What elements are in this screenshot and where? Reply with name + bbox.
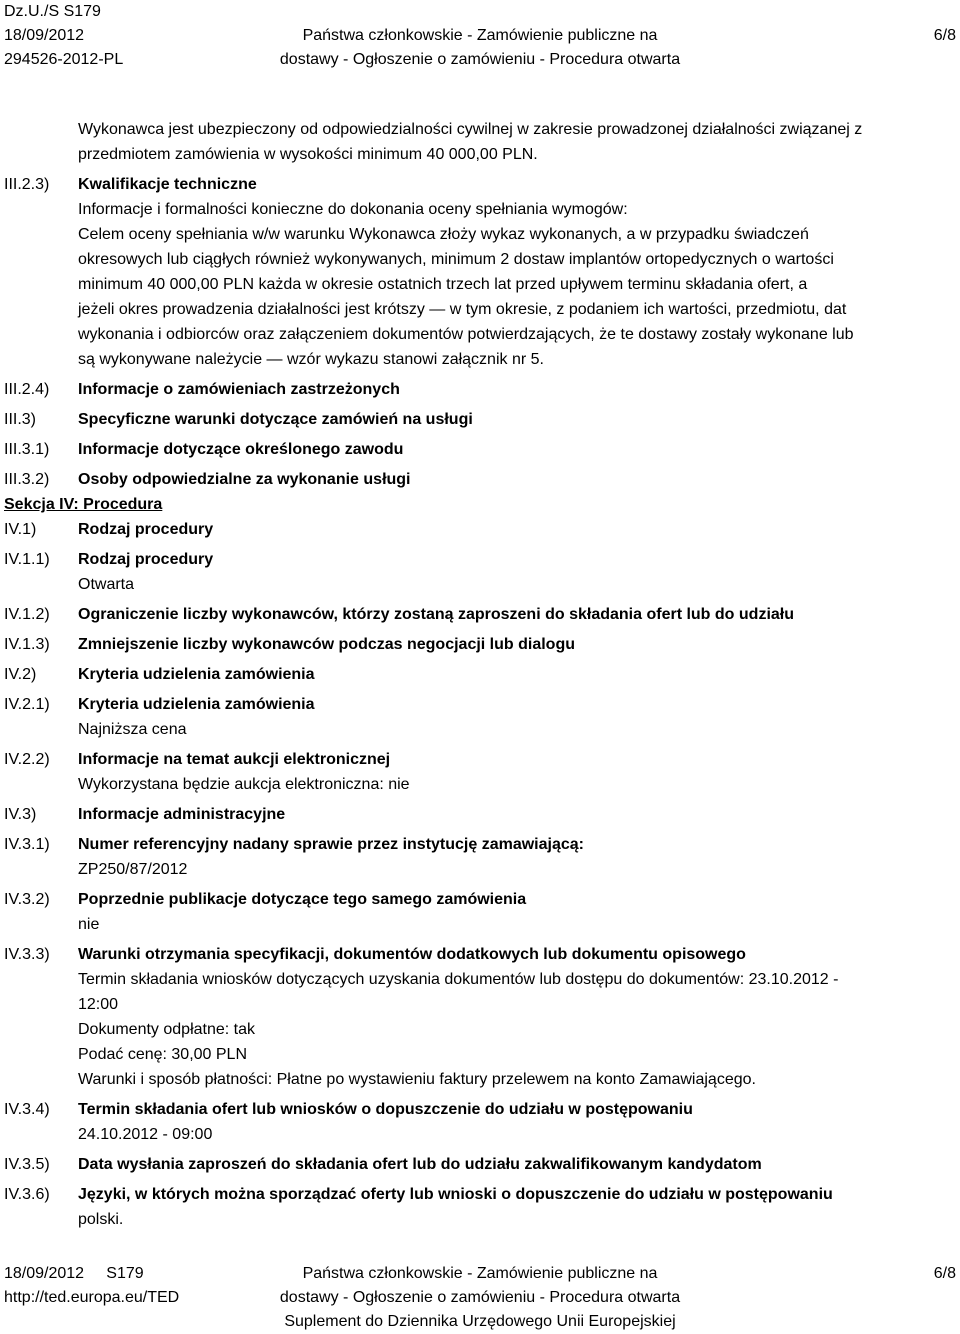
section-heading: Numer referencyjny nadany sprawie przez instytucję zamawiającą: [78,836,584,853]
header-title [0,24,960,72]
page-footer [0,1262,960,1334]
footer-page-number: 6/8 [933,1265,956,1282]
section-value: Wykorzystana będzie aukcja elektroniczna: nie [78,776,410,793]
section-value: Otwarta [78,576,135,593]
section-III-3-2: III.3.2) Osoby odpowiedzialne za wykonanie usługi [0,467,960,492]
page-number: 6/8 [933,27,956,44]
section-value: polski. [78,1211,124,1228]
section-III-2-4: III.2.4) Informacje o zamówieniach zastrzeżonych [0,377,960,402]
section-IV-3-2: IV.3.2) Poprzednie publikacje dotyczące tego samego zamówienia nie [0,887,960,937]
section-heading: Ograniczenie liczby wykonawców, którzy zostaną zaproszeni do składania ofert lub do udziału [78,606,794,623]
section-heading: Poprzednie publikacje dotyczące tego samego zamówienia [78,891,527,908]
section-heading: Informacje dotyczące określonego zawodu [78,441,404,458]
section-heading: Informacje administracyjne [78,806,286,823]
section-IV-title: Sekcja IV: Procedura [4,496,163,513]
section-IV-1-3: IV.1.3) Zmniejszenie liczby wykonawców podczas negocjacji lub dialogu [0,632,960,657]
section-IV-1: IV.1) Rodzaj procedury [0,517,960,542]
document-id: 294526-2012-PL [4,51,124,68]
section-IV-3: IV.3) Informacje administracyjne [0,802,960,827]
section-heading: Specyficzne warunki dotyczące zamówień na usługi [78,411,473,428]
section-heading: Termin składania ofert lub wniosków o dopuszczenie do udziału w postępowaniu [78,1101,693,1118]
section-IV-2: IV.2) Kryteria udzielenia zamówienia [0,662,960,687]
section-heading: Osoby odpowiedzialne za wykonanie usługi [78,471,411,488]
section-IV-2-1: IV.2.1) Kryteria udzielenia zamówienia Najniższa cena [0,692,960,742]
section-IV-3-1: IV.3.1) Numer referencyjny nadany sprawie przez instytucję zamawiającą: ZP250/87/2012 [0,832,960,882]
section-heading: Rodzaj procedury [78,551,214,568]
section-heading: Zmniejszenie liczby wykonawców podczas negocjacji lub dialogu [78,636,575,653]
section-value: nie [78,916,100,933]
section-IV-3-3: IV.3.3) Warunki otrzymania specyfikacji, dokumentów dodatkowych lub dokumentu opisowego Termin składania wniosków dotyczących uzyskania dokumentów lub dostępu do dokumentów: 23.10.2012 - 12:00 Dokumenty odpłatne: tak Podać cenę: 30,00 PLN Warunki i sposób płatności: Płatne po wystawieniu faktury przelewem na konto Zamawiającego. [0,942,960,1092]
header-title-line2: dostawy - Ogłoszenie o zamówieniu - Procedura otwarta [279,51,681,68]
footer-url-link[interactable]: http://ted.europa.eu/TED [4,1289,180,1306]
section-heading: Informacje na temat aukcji elektronicznej [78,751,391,768]
section-heading: Warunki otrzymania specyfikacji, dokumentów dodatkowych lub dokumentu opisowego [78,946,746,963]
section-heading: Kryteria udzielenia zamówienia [78,666,315,683]
section-heading: Data wysłania zaproszeń do składania ofert lub do udziału zakwalifikowanym kandydatom [78,1156,762,1173]
section-heading: Kryteria udzielenia zamówienia [78,696,315,713]
journal-ref: Dz.U./S S179 [4,3,101,20]
header-title-line1: Państwa członkowskie - Zamówienie publiczne na [302,27,658,44]
section-value: ZP250/87/2012 [78,861,188,878]
footer-title: Państwa członkowskie - Zamówienie publiczne na dostawy - Ogłoszenie o zamówieniu - Procedura otwarta Suplement do Dziennika Urzędowego Unii Europejskiej [279,1265,681,1330]
section-heading: Języki, w których można sporządzać oferty lub wnioski o dopuszczenie do udziału w postępowaniu [78,1186,833,1203]
intro-paragraph: Wykonawca jest ubezpieczony od odpowiedzialności cywilnej w zakresie prowadzonej działalności związanej z przedmiotem zamówienia w wysokości minimum 40 000,00 PLN. [78,121,863,163]
section-number: III.2.3) [4,176,50,193]
section-IV-2-2: IV.2.2) Informacje na temat aukcji elektronicznej Wykorzystana będzie aukcja elektroniczna: nie [0,747,960,797]
section-value: 24.10.2012 - 09:00 [78,1126,213,1143]
footer-date-issue: 18/09/2012 S179 [4,1265,144,1282]
section-IV-3-4: IV.3.4) Termin składania ofert lub wniosków o dopuszczenie do udziału w postępowaniu 24.10.2012 - 09:00 [0,1097,960,1147]
section-IV-3-5: IV.3.5) Data wysłania zaproszeń do składania ofert lub do udziału zakwalifikowanym kandydatom [0,1152,960,1177]
section-III-3-1: III.3.1) Informacje dotyczące określonego zawodu [0,437,960,462]
document-body [0,117,960,1237]
section-IV-1-1: IV.1.1) Rodzaj procedury Otwarta [0,547,960,597]
publication-date: 18/09/2012 [4,27,85,44]
section-IV-1-2: IV.1.2) Ograniczenie liczby wykonawców, którzy zostaną zaproszeni do składania ofert lub do udziału [0,602,960,627]
section-value: Najniższa cena [78,721,187,738]
section-heading: Informacje o zamówieniach zastrzeżonych [78,381,400,398]
section-III-2-3: III.2.3) Kwalifikacje techniczne Informacje i formalności konieczne do dokonania oceny spełniania wymogów: Celem oceny spełniania w/w warunku Wykonawca złoży wykaz wykonanych, a w przypadku świadczeń okresowych lub ciągłych również wykonywanych, minimum 2 dostaw implantów ortopedycznych o wartości minimum 40 000,00 PLN każda w okresie ostatnich trzech lat przed upływem terminu składania ofert, a jeżeli okres prowadzenia działalności jest krótszy — w tym okresie, z podaniem ich wartości, przedmiotu, dat wykonania i odbiorców oraz załączeniem dokumentów potwierdzających, że te dostawy zostały wykonane lub są wykonywane należycie — wzór wykazu stanowi załącznik nr 5. [0,172,960,372]
section-III-3: III.3) Specyficzne warunki dotyczące zamówień na usługi [0,407,960,432]
section-IV-3-6: IV.3.6) Języki, w których można sporządzać oferty lub wnioski o dopuszczenie do udziału w postępowaniu polski. [0,1182,960,1232]
section-heading: Kwalifikacje techniczne [78,176,257,193]
page-header [0,0,960,80]
section-heading: Rodzaj procedury [78,521,214,538]
